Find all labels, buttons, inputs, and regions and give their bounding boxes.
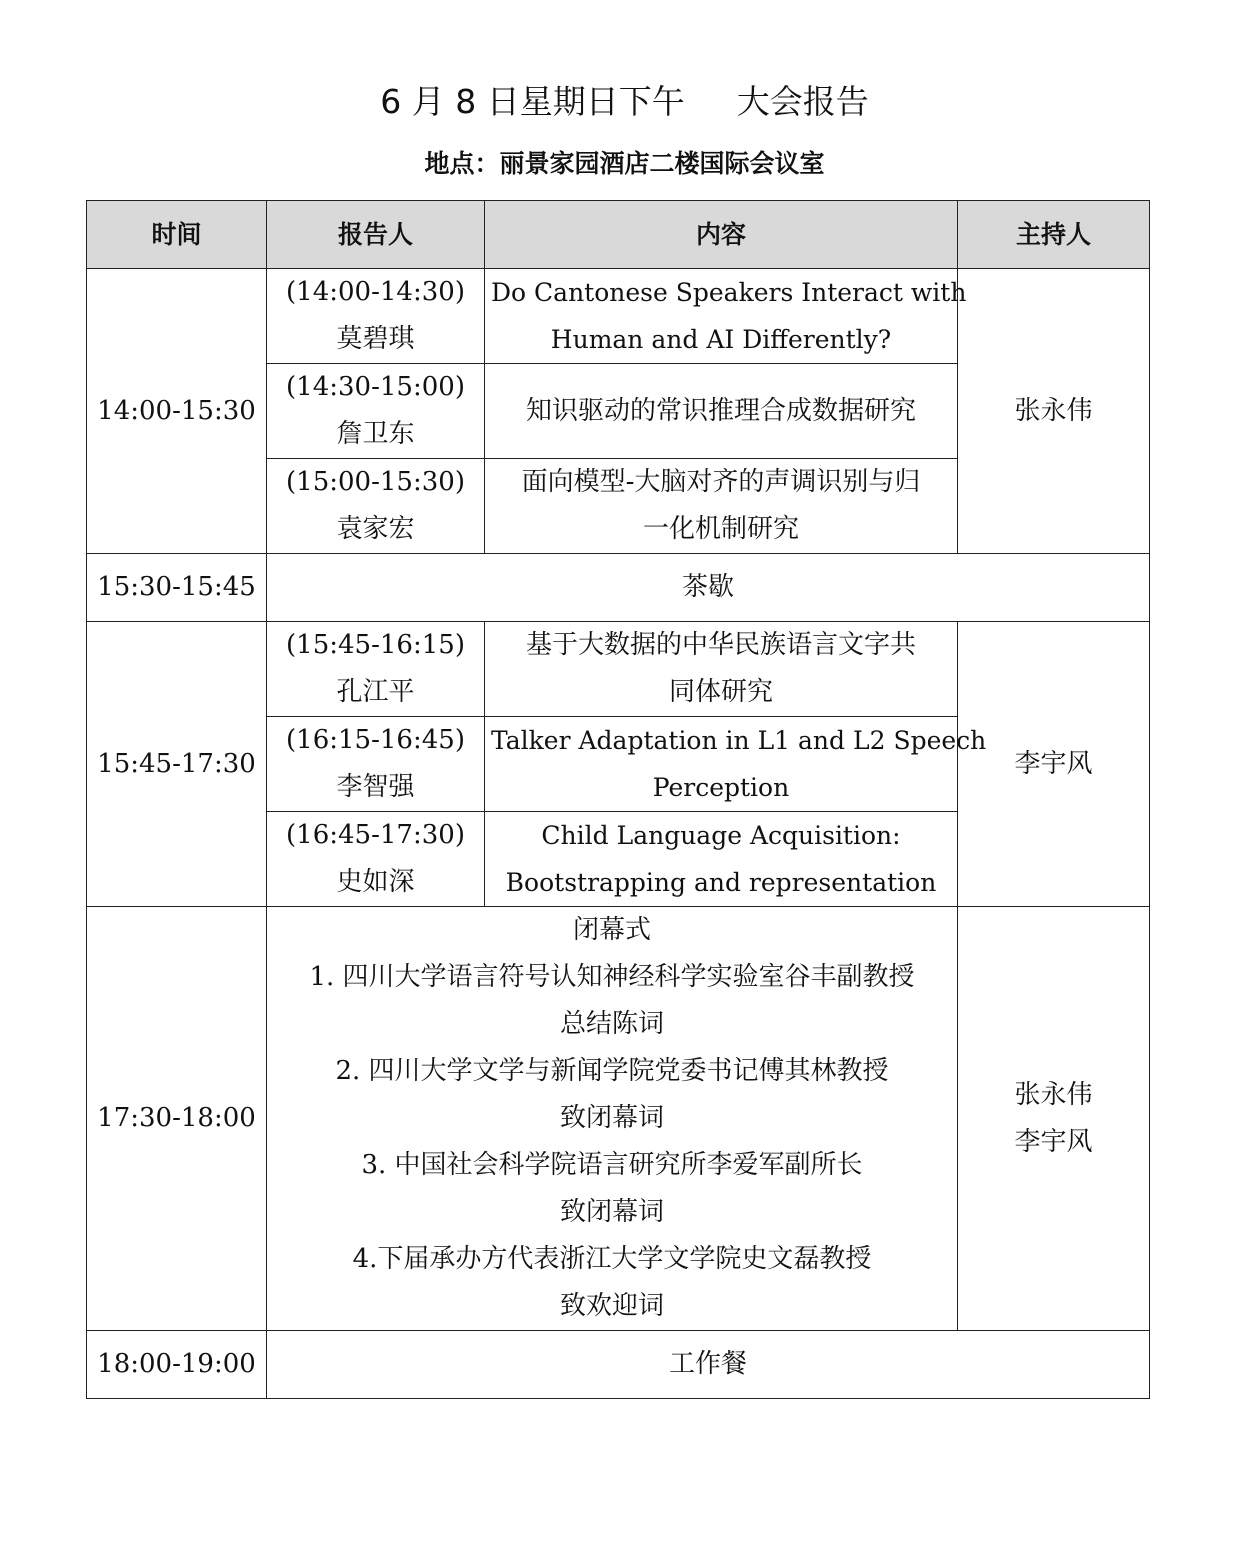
table-row: [87, 554, 1150, 622]
table-row: [87, 1331, 1150, 1399]
talk-slot: (15:45-16:15): [286, 630, 465, 660]
closing-line: 4.下届承办方代表浙江大学文学院史文磊教授: [352, 1244, 872, 1274]
talk-speaker: 李智强: [336, 772, 415, 802]
talk-slot: (16:15-16:45): [286, 725, 465, 755]
talk-speaker: 袁家宏: [336, 514, 415, 544]
talk-content-line: 面向模型-大脑对齐的声调识别与归: [521, 467, 921, 497]
col-header-content: 内容: [485, 201, 958, 269]
talk-content-line: Perception: [652, 773, 790, 802]
table-header-row: [87, 201, 1150, 269]
talk-speaker-cell: [267, 269, 485, 364]
closing-line: 3. 中国社会科学院语言研究所李爱军副所长: [361, 1150, 863, 1180]
talk-content-line: 一化机制研究: [642, 514, 799, 544]
session-time: 15:30-15:45: [87, 554, 267, 622]
session-host: [958, 907, 1150, 1331]
session-time: 15:45-17:30: [87, 622, 267, 907]
host-name: 张永伟: [1014, 1079, 1093, 1110]
meal-label: 工作餐: [267, 1331, 1150, 1399]
talk-slot: (14:30-15:00): [286, 372, 465, 402]
closing-line: 1. 四川大学语言符号认知神经科学实验室谷丰副教授: [309, 962, 915, 992]
col-header-host: 主持人: [958, 201, 1150, 269]
session-time: 18:00-19:00: [87, 1331, 267, 1399]
talk-content-line: Do Cantonese Speakers Interact with: [491, 278, 967, 307]
talk-content-line: 同体研究: [668, 677, 773, 707]
talk-slot: (15:00-15:30): [286, 467, 465, 497]
host-name: 李宇风: [1014, 1126, 1093, 1157]
talk-speaker: 詹卫东: [336, 419, 415, 449]
talk-content-line: Talker Adaptation in L1 and L2 Speech: [491, 726, 987, 755]
closing-line: 致欢迎词: [559, 1291, 664, 1321]
closing-line: 致闭幕词: [559, 1197, 664, 1227]
talk-content: [485, 459, 958, 554]
talk-speaker-cell: [267, 812, 485, 907]
talk-speaker-cell: [267, 364, 485, 459]
closing-line: 致闭幕词: [559, 1103, 664, 1133]
talk-content: [485, 717, 987, 812]
session-time: 17:30-18:00: [87, 907, 267, 1331]
talk-content-line: Bootstrapping and representation: [505, 868, 937, 897]
talk-content: [485, 812, 958, 907]
talk-speaker: 莫碧琪: [336, 324, 415, 354]
talk-speaker-cell: [267, 459, 485, 554]
col-header-time: 时间: [87, 201, 267, 269]
title-date: 6 月 8 日星期日下午: [380, 82, 685, 121]
talk-speaker: 孔江平: [336, 677, 415, 707]
talk-speaker-cell: [267, 622, 485, 717]
page-title: [0, 74, 1249, 130]
table-row: [87, 622, 1150, 717]
closing-line: 总结陈词: [559, 1009, 664, 1039]
closing-line: 2. 四川大学文学与新闻学院党委书记傅其林教授: [335, 1056, 889, 1086]
session-time: 14:00-15:30: [87, 269, 267, 554]
session-host: [958, 622, 1150, 907]
closing-line: 闭幕式: [572, 915, 651, 945]
break-label: 茶歇: [267, 554, 1150, 622]
talk-content: [485, 269, 967, 364]
talk-speaker-cell: [267, 717, 485, 812]
host-name: 张永伟: [1014, 395, 1093, 426]
talk-content: [485, 364, 958, 459]
host-name: 李宇风: [1014, 748, 1093, 779]
session-host: [958, 269, 1150, 554]
talk-content-line: Child Language Acquisition:: [541, 821, 901, 850]
table-row: [87, 269, 1150, 364]
closing-content: [267, 907, 958, 1331]
location-line: 地点：丽景家园酒店二楼国际会议室: [424, 149, 825, 178]
talk-speaker: 史如深: [336, 867, 415, 897]
talk-slot: (16:45-17:30): [286, 820, 465, 850]
talk-slot: (14:00-14:30): [286, 277, 465, 307]
table-row: [87, 907, 1150, 1331]
talk-content: [485, 622, 958, 717]
col-header-speaker: 报告人: [267, 201, 485, 269]
title-session: 大会报告: [736, 82, 869, 121]
talk-content-line: Human and AI Differently?: [550, 325, 892, 354]
talk-content-line: 基于大数据的中华民族语言文字共: [525, 630, 916, 660]
talk-content-line: 知识驱动的常识推理合成数据研究: [525, 395, 916, 426]
schedule-table: [86, 200, 1150, 1399]
